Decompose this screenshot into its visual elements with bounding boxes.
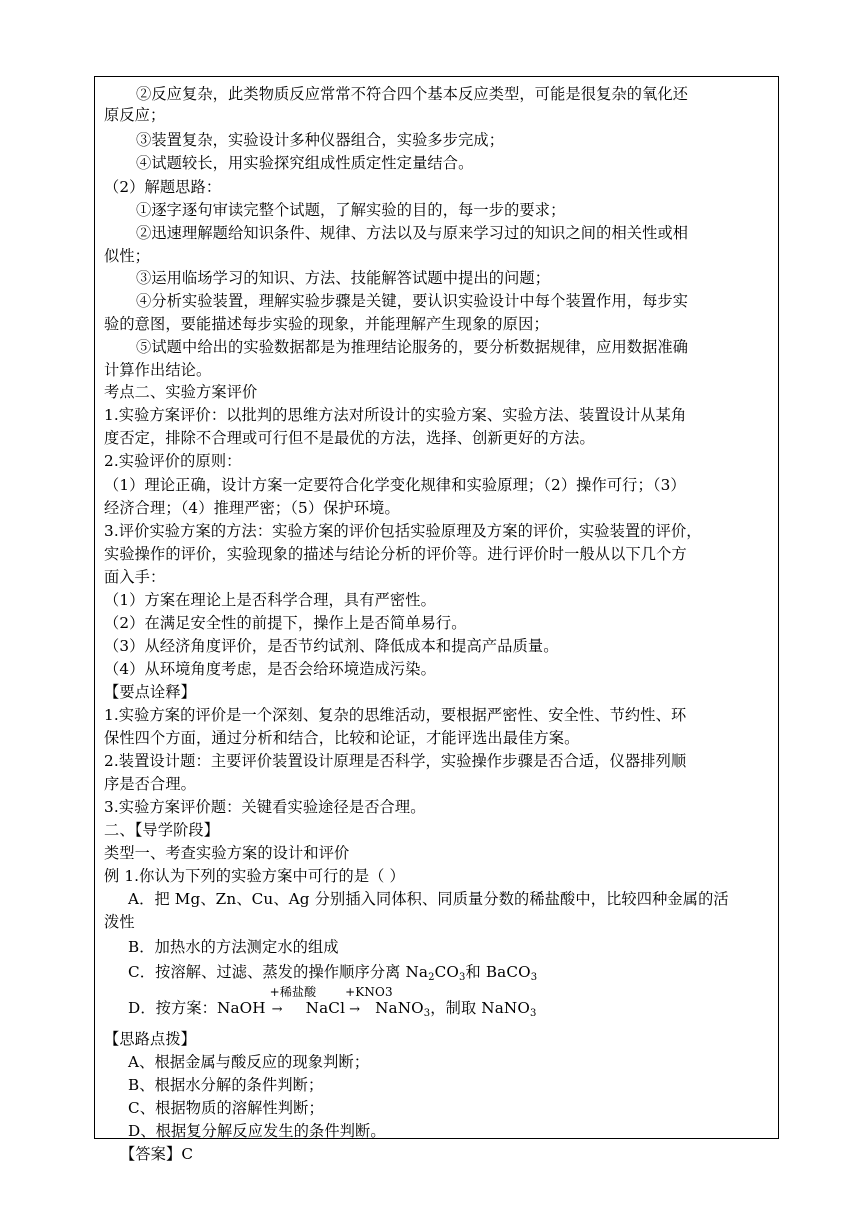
- text-line: 2.实验评价的原则：: [104, 452, 242, 470]
- text-line: ④试题较长，用实验探究组成性质定性定量结合。: [136, 154, 474, 172]
- hint-line: B、根据水分解的条件判断；: [128, 1076, 324, 1094]
- text-line: 原反应；: [104, 106, 166, 124]
- text-line: ③运用临场学习的知识、方法、技能解答试题中提出的问题；: [136, 269, 551, 287]
- text-line: 度否定，排除不合理或可行但不是最优的方法，选择、创新更好的方法。: [104, 429, 595, 447]
- text-line: （3）从经济角度评价，是否节约试剂、降低成本和提高产品质量。: [104, 637, 559, 655]
- text-line: 面入手：: [104, 568, 166, 586]
- option-d: D．按方案：NaOH +稀盐酸 → NaCl +KNO3 → NaNO$_3$，制取 NaNO$_3$: [128, 985, 537, 1019]
- text-line: 2.装置设计题：主要评价装置设计原理是否科学，实验操作步骤是否合适，仪器排列顺: [104, 752, 687, 770]
- option-a-cont: 泼性: [104, 913, 135, 931]
- text-line: 1.实验方案评价：以批判的思维方法对所设计的实验方案、实验方法、装置设计从某角: [104, 406, 687, 424]
- text-line: （1）方案在理论上是否科学合理，具有严密性。: [104, 591, 436, 609]
- text-line: 似性；: [104, 247, 151, 265]
- section-heading: 【要点诠释】: [104, 683, 197, 701]
- section-heading: 类型一、考查实验方案的设计和评价: [104, 844, 350, 862]
- option-b: B．加热水的方法测定水的组成: [128, 938, 339, 956]
- text-line: ③装置复杂，实验设计多种仪器组合，实验多步完成；: [136, 131, 505, 149]
- hint-line: A、根据金属与酸反应的现象判断；: [128, 1053, 370, 1071]
- option-c: C．按溶解、过滤、蒸发的操作顺序分离 $Na_2CO_3$和 BaCO$_3$: [128, 963, 538, 983]
- text-line: （2）解题思路：: [104, 178, 222, 196]
- answer-line: 【答案】C: [120, 1145, 194, 1163]
- text-line: 序是否合理。: [104, 775, 197, 793]
- text-line: 验的意图，要能描述每步实验的现象，并能理解产生现象的原因；: [104, 315, 549, 333]
- text-line: 实验操作的评价，实验现象的描述与结论分析的评价等。进行评价时一般从以下几个方: [104, 545, 687, 563]
- text-line: 计算作出结论。: [104, 361, 212, 379]
- hint-line: D、根据复分解反应发生的条件判断。: [128, 1122, 386, 1140]
- reaction-arrow: +稀盐酸 →: [269, 985, 317, 1017]
- text-line: （4）从环境角度考虑，是否会给环境造成污染。: [104, 660, 436, 678]
- text-line: 经济合理；（4）推理严密；（5）保护环境。: [104, 499, 400, 517]
- text-line: 保性四个方面，通过分析和结合，比较和论证，才能评选出最佳方案。: [104, 729, 580, 747]
- question-stem: 例 1.你认为下列的实验方案中可行的是（ ）: [104, 867, 405, 885]
- text-line: ①逐字逐句审读完整个试题，了解实验的目的，每一步的要求；: [136, 201, 566, 219]
- hint-line: C、根据物质的溶解性判断；: [128, 1099, 324, 1117]
- option-a: A．把 Mg、Zn、Cu、Ag 分别插入同体积、同质量分数的稀盐酸中，比较四种金属的活: [128, 890, 729, 908]
- text-line: ②迅速理解题给知识条件、规律、方法以及与原来学习过的知识之间的相关性或相: [136, 224, 689, 242]
- section-heading: 二、【导学阶段】: [104, 821, 220, 839]
- text-line: （2）在满足安全性的前提下，操作上是否简单易行。: [104, 614, 467, 632]
- text-line: ⑤试题中给出的实验数据都是为推理结论服务的，要分析数据规律，应用数据准确: [136, 338, 689, 356]
- text-line: 3.实验方案评价题：关键看实验途径是否合理。: [104, 798, 426, 816]
- text-line: 3.评价实验方案的方法：实验方案的评价包括实验原理及方案的评价，实验装置的评价，: [104, 522, 702, 540]
- text-line: 1.实验方案的评价是一个深刻、复杂的思维活动，要根据严密性、安全性、节约性、环: [104, 706, 687, 724]
- section-heading: 【思路点拨】: [104, 1030, 197, 1048]
- text-line: ④分析实验装置，理解实验步骤是关键，要认识实验设计中每个装置作用，每步实: [136, 292, 689, 310]
- reaction-arrow: +KNO3 →: [345, 985, 393, 1017]
- section-heading: 考点二、实验方案评价: [104, 383, 258, 401]
- text-line: ②反应复杂，此类物质反应常常不符合四个基本反应类型，可能是很复杂的氧化还: [136, 85, 689, 103]
- text-line: （1）理论正确，设计方案一定要符合化学变化规律和实验原理；（2）操作可行；（3）: [104, 476, 686, 494]
